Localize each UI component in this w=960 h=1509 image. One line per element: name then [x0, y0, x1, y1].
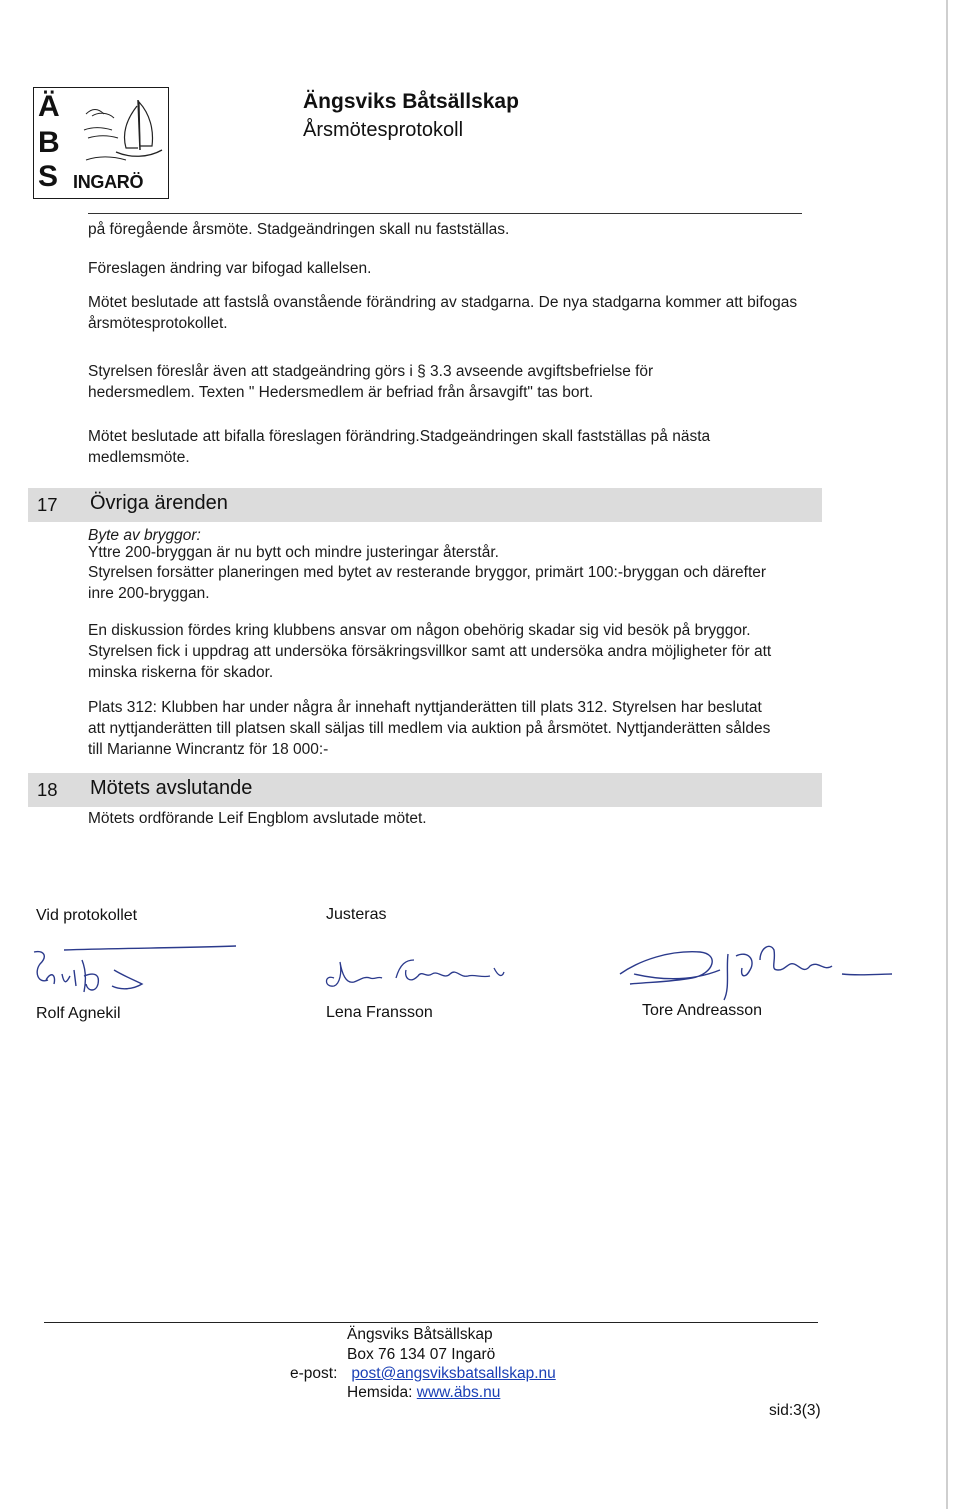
paragraph: Mötet beslutade att bifalla föreslagen förändring.Stadgeändringen skall fastställas på nästa medlemsmöte.: [88, 428, 711, 466]
signature-lena-fransson: [314, 948, 524, 993]
section-header-18: [28, 773, 822, 807]
sailboat-icon: [82, 94, 164, 166]
club-logo: [33, 87, 169, 199]
paragraph: Styrelsen föreslår även att stadgeändring görs i § 3.3 avseende avgiftsbefrielse för hedersmedlem. Texten " Hedersmedlem är befriad från årsavgift" tas bort.: [88, 363, 654, 401]
section-number: 17: [37, 494, 58, 515]
footer-web-link[interactable]: www.äbs.nu: [416, 1384, 501, 1401]
paragraph: på föregående årsmöte. Stadgeändringen skall nu fastställas.: [88, 221, 510, 238]
page-number: sid:3(3): [769, 1402, 821, 1419]
page-edge-line: [946, 0, 948, 1509]
footer-email-link[interactable]: post@angsviksbatsallskap.nu: [351, 1365, 556, 1382]
document-title: Ängsviks Båtsällskap: [303, 90, 519, 113]
paragraph: Mötet beslutade att fastslå ovanstående förändring av stadgarna. De nya stadgarna kommer att bifogas årsmötesprotokollet.: [88, 294, 798, 332]
section-title: Mötets avslutande: [90, 777, 253, 799]
footer-web-label: Hemsida:: [347, 1384, 413, 1401]
footer-web-row: [347, 1383, 747, 1402]
document-subtitle: Årsmötesprotokoll: [303, 119, 464, 141]
paragraph: Yttre 200-bryggan är nu bytt och mindre justeringar återstår.: [88, 544, 499, 561]
logo-letter-b: B: [38, 126, 60, 159]
footer-address: Box 76 134 07 Ingarö: [347, 1346, 496, 1363]
header-divider: [88, 213, 802, 214]
paragraph: En diskussion fördes kring klubbens ansvar om någon obehörig skadar sig vid besök på bryggor. Styrelsen fick i uppdrag att undersöka försäkringsvillkor samt att undersöka andra möjligheter för att minska riskerna för skador.: [88, 622, 772, 681]
footer-email-label: e-post:: [290, 1365, 338, 1382]
paragraph: Plats 312: Klubben har under några år innehaft nyttjanderätten till plats 312. Styrelsen har beslutat att nyttjanderätten till platsen skall säljas till medlem via auktion på årsmötet. Nyttjanderätten såldes till Marianne Wincrantz för 18 000:-: [88, 699, 771, 758]
signature-name: Rolf Agnekil: [36, 1005, 121, 1022]
section-number: 18: [37, 779, 58, 800]
logo-letter-a: Ä: [38, 90, 60, 123]
signature-caption-verified: Justeras: [326, 906, 387, 923]
signature-tore-andreasson: [610, 930, 895, 1005]
logo-place-name: INGARÖ: [73, 172, 144, 192]
footer-org: Ängsviks Båtsällskap: [347, 1326, 493, 1343]
footer-email-row: [290, 1364, 690, 1383]
section-header-17: [28, 488, 822, 522]
paragraph: Föreslagen ändring var bifogad kallelsen.: [88, 260, 372, 277]
signature-name: Tore Andreasson: [642, 1002, 763, 1019]
signature-name: Lena Fransson: [326, 1004, 433, 1021]
footer-divider: [44, 1322, 818, 1323]
paragraph: Mötets ordförande Leif Engblom avslutade mötet.: [88, 810, 427, 827]
logo-letter-s: S: [38, 160, 59, 193]
signature-caption-protocol: Vid protokollet: [36, 907, 138, 924]
section-title: Övriga ärenden: [90, 492, 228, 514]
subheading: Byte av bryggor:: [88, 527, 201, 544]
paragraph: Styrelsen forsätter planeringen med bytet av resterande bryggor, primärt 100:-bryggan och därefter inre 200-bryggan.: [88, 564, 767, 602]
signature-rolf-agnekil: [24, 940, 239, 1000]
